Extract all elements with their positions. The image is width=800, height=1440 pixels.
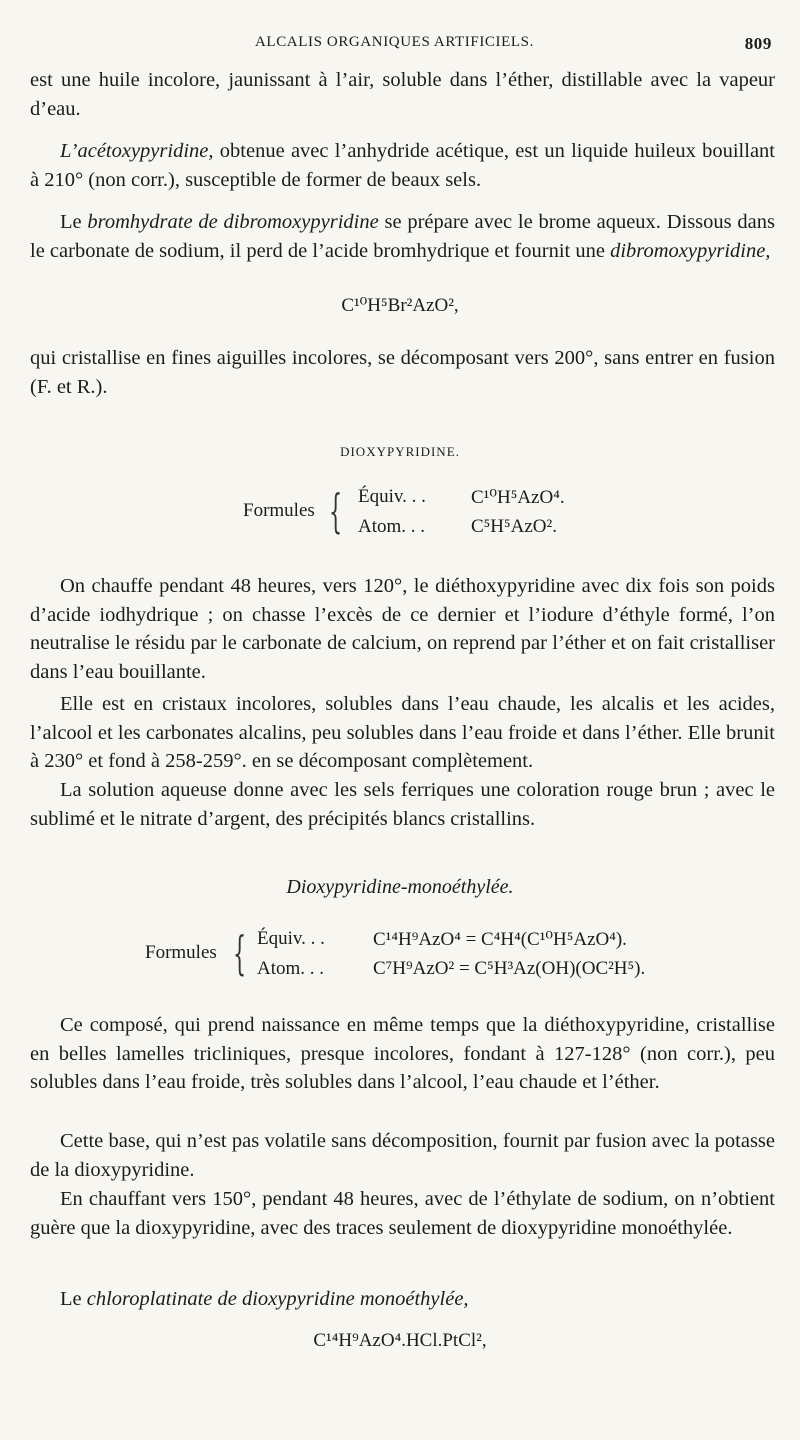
brace-icon: { (233, 926, 247, 980)
paragraph-3-text: se prépare avec le brome aqueux. Dissous dans le carbonate de sodium, il perd de l’acide bromhydrique et fournit une (30, 211, 775, 262)
paragraph-11 (30, 1285, 775, 1314)
atom-formula: C⁷H⁹AzO² = C⁵H³Az(OH)(OC²H⁵). (373, 958, 646, 979)
paragraph-7: La solution aqueuse donne avec les sels ferriques une coloration rouge brun ; avec le sublimé et le nitrate d’argent, des précipités blancs cristallins. (30, 779, 775, 830)
paragraph-1: est une huile incolore, jaunissant à l’air, soluble dans l’éther, distillable avec la vapeur d’eau. (30, 69, 775, 120)
paragraph-11-lead: Le (60, 1288, 87, 1310)
paragraph-9: Cette base, qui n’est pas volatile sans décomposition, fournit par fusion avec la potasse de la dioxypyridine. (30, 1130, 775, 1181)
formula-chloroplatinate: C¹⁴H⁹AzO⁴.HCl.PtCl², (313, 1330, 487, 1351)
term-dibromoxypyridine: dibromoxypyridine, (610, 239, 771, 262)
formulas-block-dioxypyridine (243, 486, 643, 546)
formula-dibromoxypyridine: C¹⁰H⁵Br²AzO², (341, 295, 459, 316)
term-bromhydrate: bromhydrate de dibromoxypyridine (87, 211, 379, 233)
paragraph-8: Ce composé, qui prend naissance en même temps que la diéthoxypyridine, cristallise en belles lamelles tricliniques, presque incolores, fondant à 127-128° (non corr.), peu solubles dans l’eau froide, très solubles dans l’alcool, l’eau chaude et l’éther. (30, 1014, 775, 1093)
page-number: 809 (744, 34, 772, 53)
paragraph-2-text: obtenue avec l’anhydride acétique, est un liquide huileux bouillant à 210° (non corr.), susceptible de former de beaux sels. (30, 140, 775, 191)
paragraph-2 (30, 137, 775, 194)
equiv-label: Équiv. . . (257, 928, 325, 949)
atom-label: Atom. . . (257, 958, 325, 979)
atom-formula: C⁵H⁵AzO². (471, 516, 557, 537)
running-header (0, 34, 800, 58)
paragraph-3-lead: Le (60, 211, 88, 233)
formulas-block-monoethylee (145, 928, 705, 988)
paragraph-6: Elle est en cristaux incolores, solubles dans l’eau chaude, les alcalis et les acides, l’alcool et les carbonates alcalins, peu solubles dans l’eau froide et dans l’éther. Elle brunit à 230° et fond à 258-259°. en se décomposant complètement. (30, 693, 775, 772)
formulas-label: Formules (145, 942, 217, 963)
formulas-label: Formules (243, 500, 315, 521)
paragraph-3 (30, 208, 775, 265)
paragraph-5: On chauffe pendant 48 heures, vers 120°, le diéthoxypyridine avec dix fois son poids d’acide iodhydrique ; on chasse l’excès de ce dernier et l’iodure d’éthyle formé, l’on neutralise le résidu par le carbonate de calcium, on reprend par l’éther et on fait cristalliser dans l’eau bouillante. (30, 575, 775, 683)
equiv-label: Équiv. . . (358, 486, 426, 507)
section-heading-monoethylee: Dioxypyridine-monoéthylée. (286, 876, 514, 898)
brace-icon: { (329, 484, 343, 538)
term-chloroplatinate: chloroplatinate de dioxypyridine monoéthylée, (86, 1288, 469, 1310)
paragraph-10: En chauffant vers 150°, pendant 48 heures, avec de l’éthylate de sodium, on n’obtient guère que la dioxypyridine, avec des traces seulement de dioxypyridine monoéthylée. (30, 1188, 775, 1239)
term-acetoxypyridine: L’acétoxypyridine, (60, 140, 214, 162)
equiv-formula: C¹⁰H⁵AzO⁴. (471, 487, 565, 508)
section-heading-dioxypyridine: DIOXYPYRIDINE. (340, 444, 460, 459)
equiv-formula: C¹⁴H⁹AzO⁴ = C⁴H⁴(C¹⁰H⁵AzO⁴). (373, 929, 627, 950)
atom-label: Atom. . . (358, 516, 426, 537)
header-title: ALCALIS ORGANIQUES ARTIFICIELS. (255, 34, 534, 50)
paragraph-4: qui cristallise en fines aiguilles incolores, se décomposant vers 200°, sans entrer en fusion (F. et R.). (30, 347, 775, 398)
